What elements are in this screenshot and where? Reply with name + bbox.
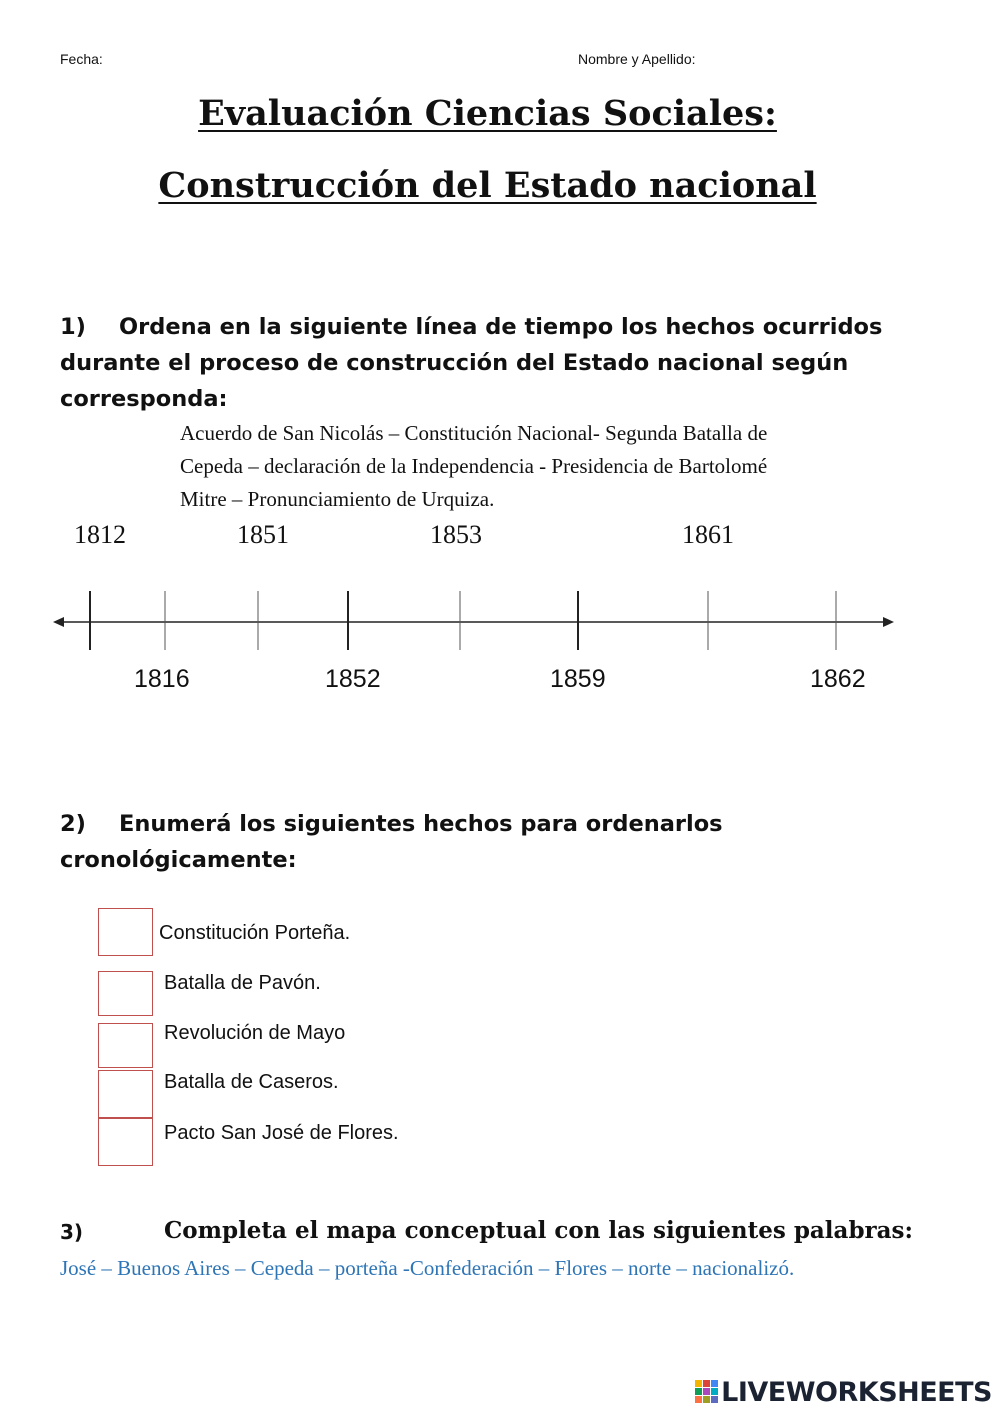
liveworksheets-logo-text: LIVEWORKSHEETS — [721, 1376, 992, 1408]
order-input-box[interactable] — [98, 1118, 153, 1166]
timeline-year-top: 1853 — [430, 520, 482, 549]
question-1-line-2: durante el proceso de construcción del Estado nacional según — [60, 350, 849, 376]
timeline-year-top: 1861 — [682, 520, 734, 549]
question-1-line-1 — [60, 309, 920, 345]
question-2-number: 2) — [60, 811, 86, 837]
word-bank-line-2: Cepeda – declaración de la Independencia - Presidencia de Bartolomé — [180, 454, 768, 478]
word-bank-line-1: Acuerdo de San Nicolás – Constitución Nacional- Segunda Batalla de — [180, 421, 768, 445]
order-input-box[interactable] — [98, 971, 153, 1016]
timeline-year-top: 1851 — [237, 520, 289, 549]
order-input-box[interactable] — [98, 1023, 153, 1068]
question-3-word-bank: José – Buenos Aires – Cepeda – porteña -Confederación – Flores – norte – nacionalizó. — [60, 1256, 795, 1280]
question-2-line-2: cronológicamente: — [60, 847, 297, 873]
question-1 — [60, 309, 920, 417]
question-2-line-1 — [60, 806, 920, 842]
list-item: Constitución Porteña. — [159, 922, 351, 944]
question-2-text: Enumerá los siguientes hechos para ordenarlos — [119, 811, 723, 837]
timeline-year-bottom: 1859 — [550, 665, 606, 693]
timeline-right-arrow — [883, 617, 894, 627]
question-2 — [60, 806, 920, 878]
list-item: Batalla de Pavón. — [164, 972, 321, 994]
list-item: Batalla de Caseros. — [164, 1071, 339, 1093]
question-1-text: Ordena en la siguiente línea de tiempo los hechos ocurridos — [119, 314, 883, 340]
nombre-apellido-label: Nombre y Apellido: — [578, 51, 696, 67]
order-input-box[interactable] — [98, 908, 153, 956]
question-3-number: 3) — [60, 1220, 84, 1244]
liveworksheets-logo — [695, 1377, 992, 1407]
timeline-left-arrow — [53, 617, 64, 627]
page-subtitle: Construcción del Estado nacional — [158, 165, 817, 206]
timeline-year-bottom: 1816 — [134, 665, 190, 693]
timeline-year-bottom: 1852 — [325, 665, 381, 693]
page-title: Evaluación Ciencias Sociales: — [198, 93, 777, 134]
timeline-year-bottom: 1862 — [810, 665, 866, 693]
timeline — [0, 580, 1000, 660]
order-input-box[interactable] — [98, 1070, 153, 1118]
question-1-number: 1) — [60, 314, 86, 340]
question-3-text: Completa el mapa conceptual con las siguientes palabras: — [164, 1217, 913, 1244]
word-bank-line-3: Mitre – Pronunciamiento de Urquiza. — [180, 487, 495, 511]
fecha-label: Fecha: — [60, 51, 103, 67]
question-1-line-3: corresponda: — [60, 386, 228, 412]
timeline-year-top: 1812 — [74, 520, 126, 549]
list-item: Pacto San José de Flores. — [164, 1122, 399, 1144]
liveworksheets-logo-icon — [695, 1380, 719, 1404]
list-item: Revolución de Mayo — [164, 1022, 346, 1044]
question-1-word-bank — [180, 417, 920, 516]
